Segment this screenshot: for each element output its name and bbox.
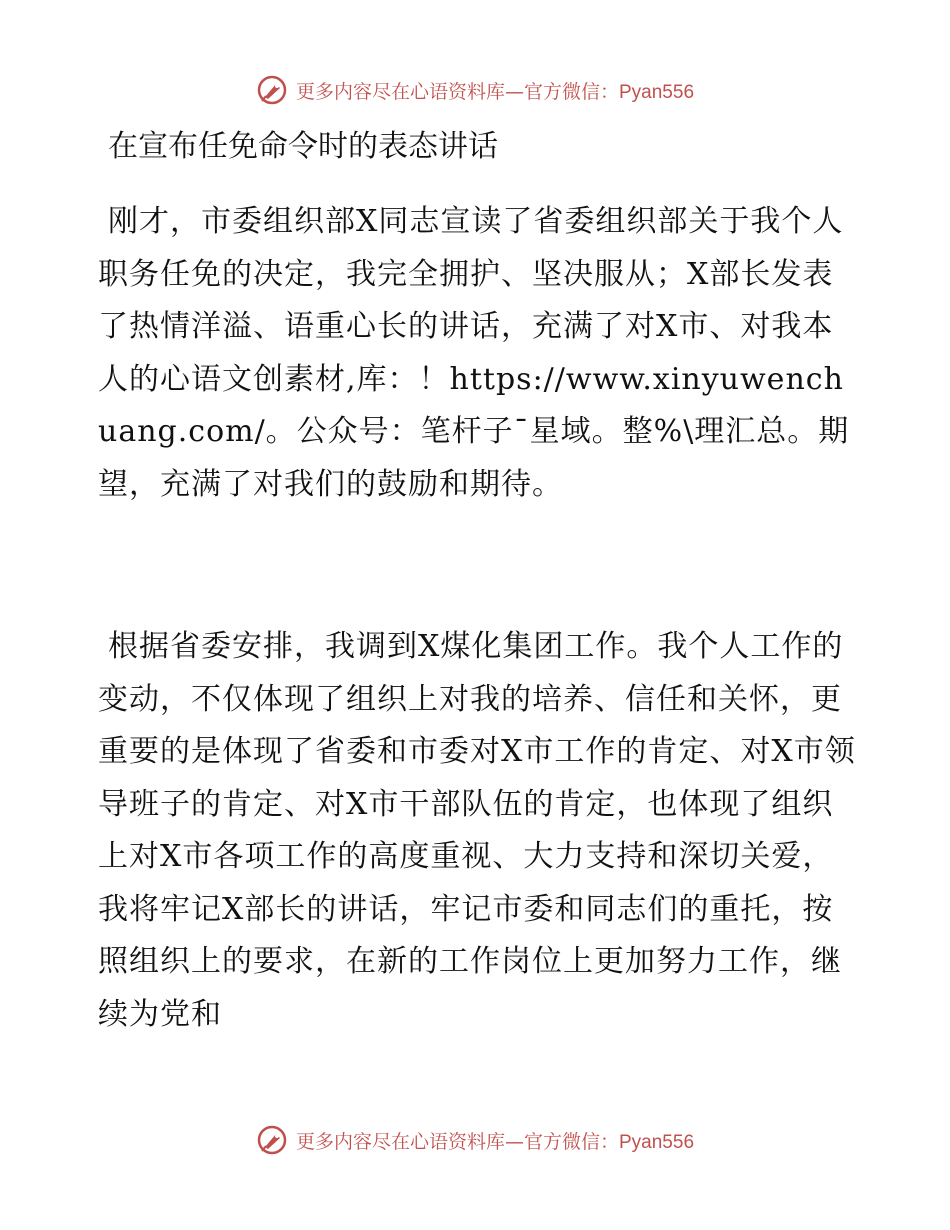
watermark-label: 更多内容尽在心语资料库—官方微信： [295, 80, 619, 103]
watermark-handle: Pyan556 [619, 81, 695, 103]
paragraph-2: 根据省委安排，我调到X煤化集团工作。我个人工作的变动，不仅体现了组织上对我的培养、信任和关怀，更重要的是体现了省委和市委对X市工作的肯定、对X市领导班子的肯定、对X市干部队伍的肯定，也体现了组织上对X市各项工作的高度重视、大力支持和深切关爱，我将牢记X部长的讲话，牢记市委和同志们的重托，按照组织上的要求，在新的工作岗位上更加努力工作，继续为党和 [98, 629, 856, 1032]
watermark-text [296, 77, 694, 104]
footer-watermark [0, 1120, 950, 1160]
watermark-handle: Pyan556 [619, 1131, 695, 1153]
watermark-label: 更多内容尽在心语资料库—官方微信： [295, 1130, 619, 1153]
document-title: 在宣布任免命令时的表态讲话 [108, 129, 498, 164]
paragraph-1: 刚才，市委组织部X同志宣读了省委组织部关于我个人职务任免的决定，我完全拥护、坚决服从；X部长发表了热情洋溢、语重心长的讲话，充满了对X市、对我本人的心语文创素材,库：！https://www.xinyuwenchuang.com/。公众号：笔杆子¯星域。整%\理汇总。期望，充满了对我们的鼓励和期待。 [98, 204, 850, 502]
pen-nib-logo-icon [256, 1124, 288, 1156]
pen-nib-logo-icon [256, 74, 288, 106]
watermark-text [296, 1127, 694, 1154]
header-watermark [0, 70, 950, 110]
